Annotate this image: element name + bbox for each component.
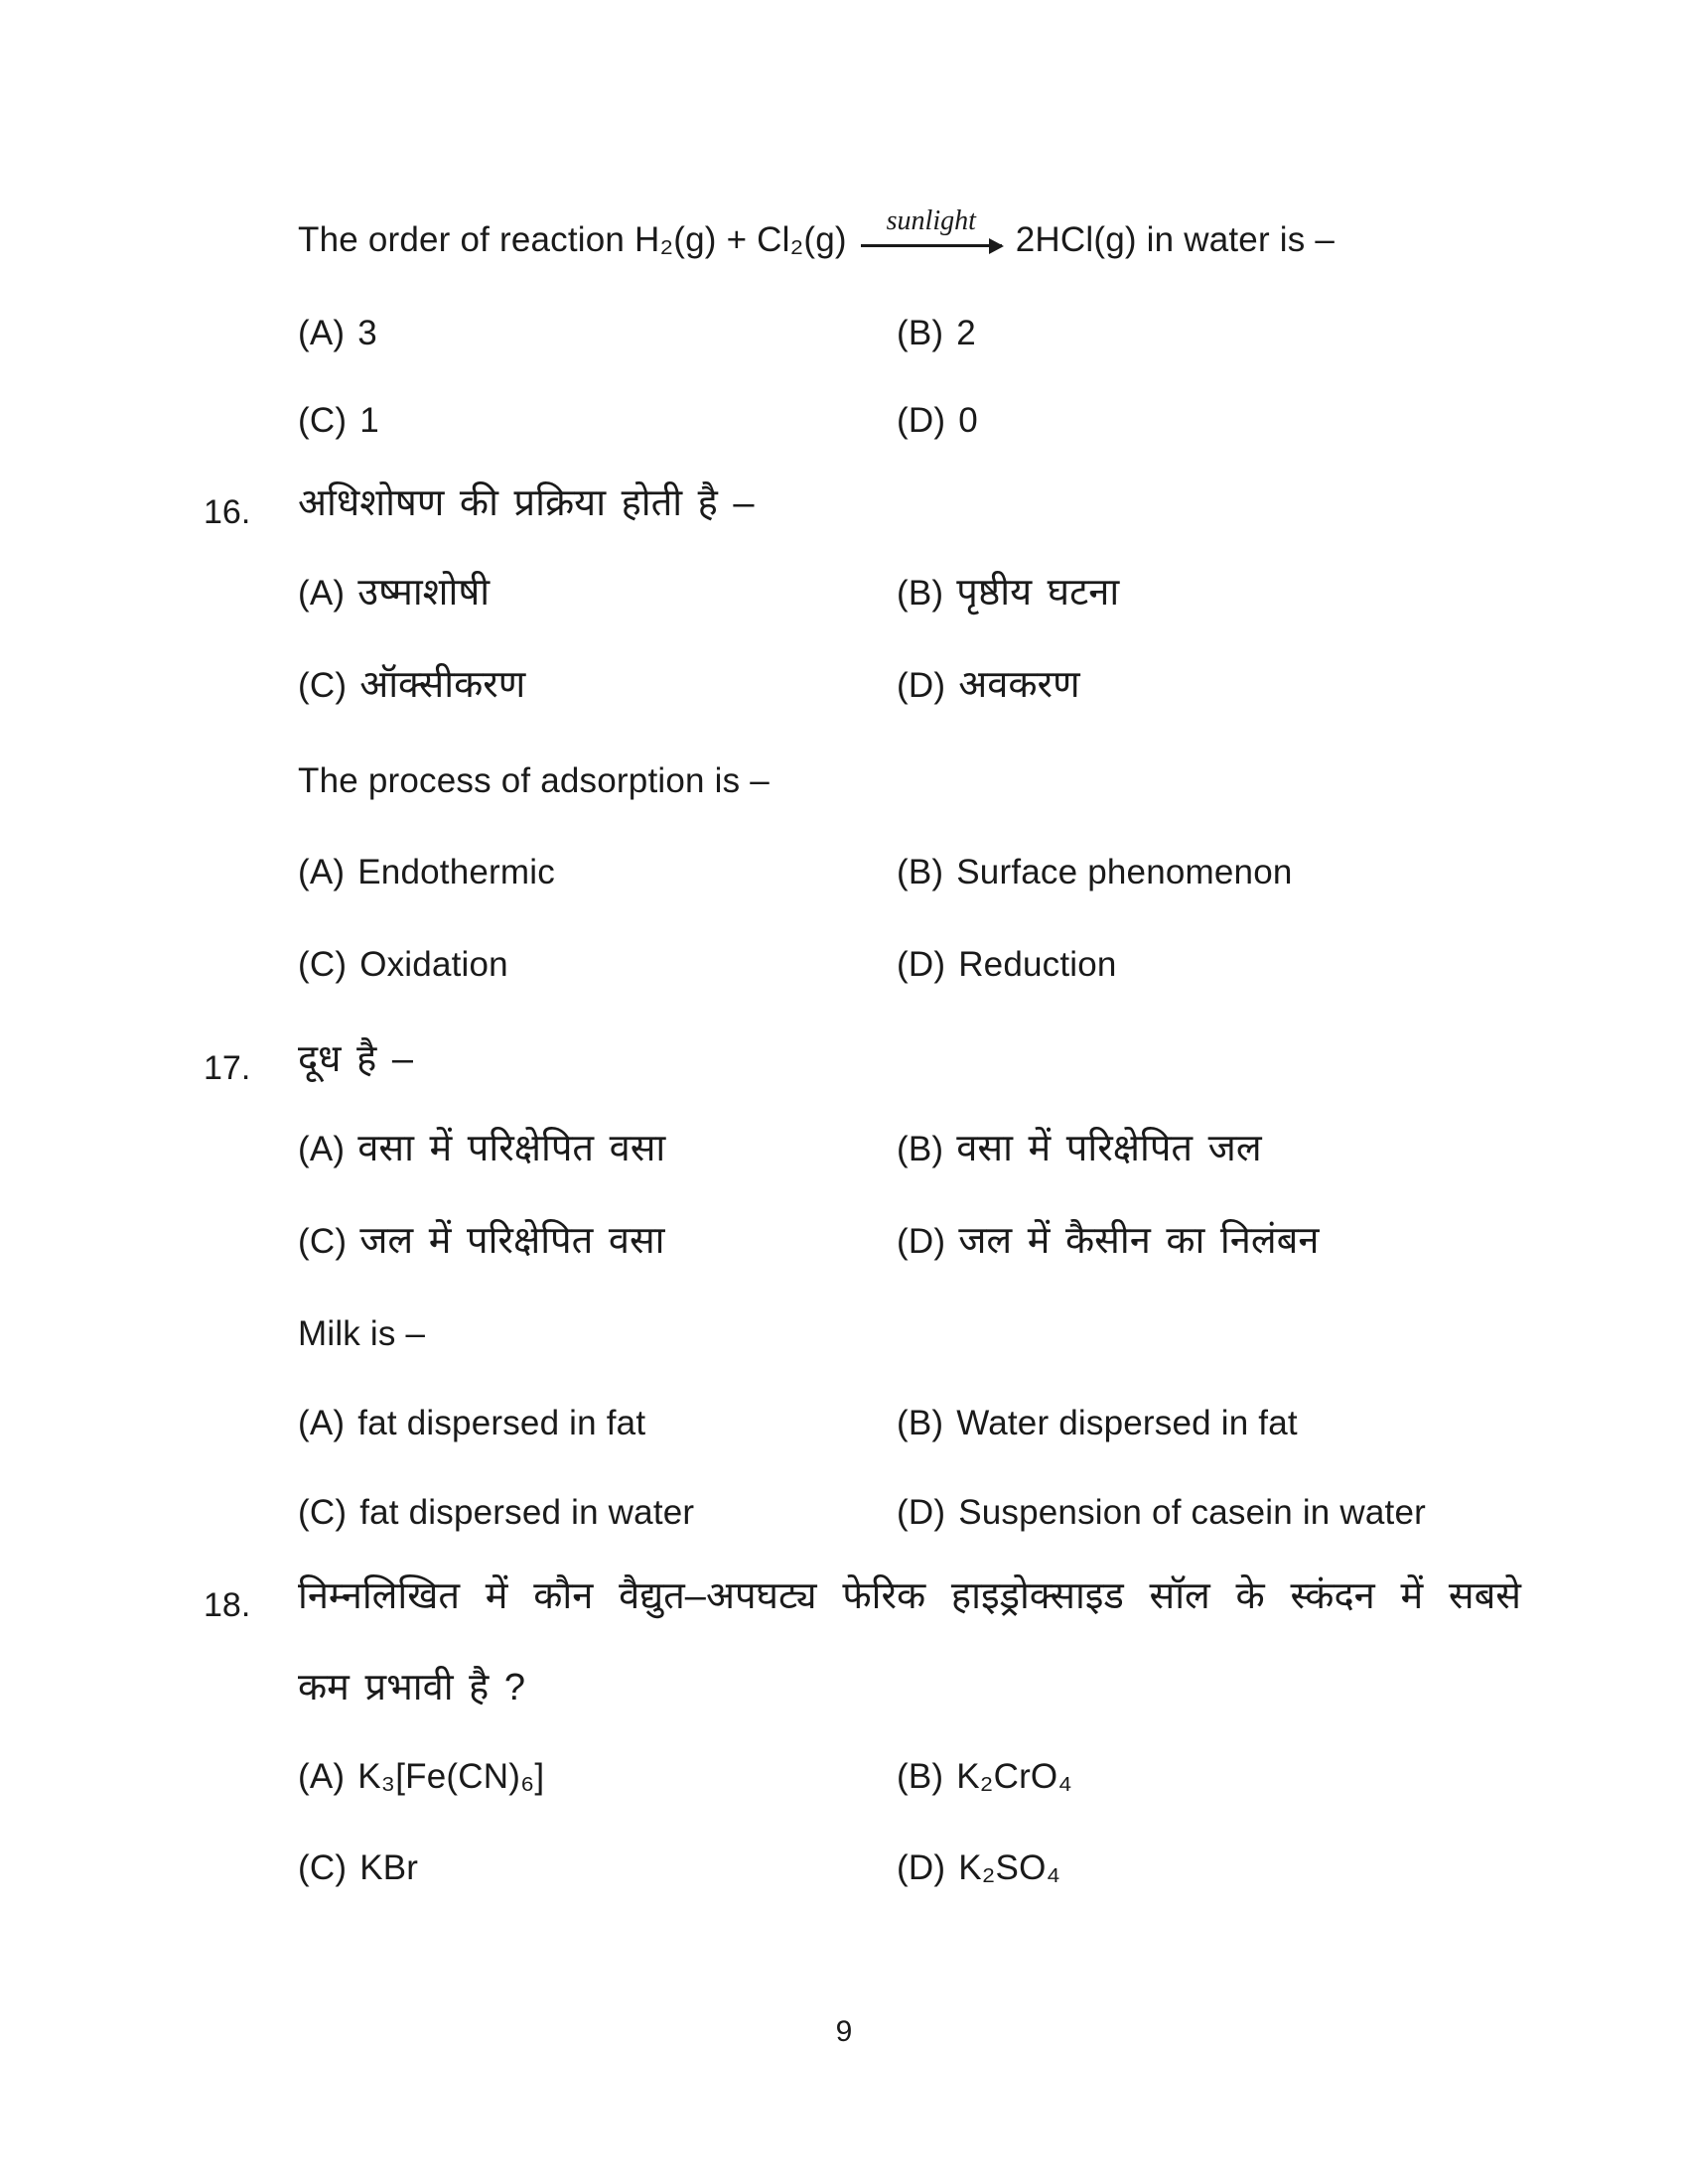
option-label: (C) (298, 401, 348, 440)
reaction-arrow (861, 206, 1002, 261)
option-q15-c (298, 400, 379, 442)
option-text: पृष्ठीय घटना (956, 572, 1120, 614)
option-q16-en-c (298, 944, 508, 986)
option-text: fat dispersed in water (359, 1493, 695, 1532)
option-q17-hi-d (897, 1217, 1319, 1266)
page-number: 9 (835, 2015, 853, 2048)
reaction-stem-line (298, 206, 1335, 261)
question-16-stem-hindi: अधिशोषण की प्रक्रिया होती है – (298, 482, 755, 524)
question-number-17: 17. (204, 1049, 251, 1087)
option-q17-en-a (298, 1403, 645, 1444)
option-label: (A) (298, 1130, 346, 1168)
option-text: 0 (958, 401, 978, 440)
option-text: जल में कैसीन का निलंबन (958, 1220, 1320, 1262)
reaction-arrow-label: sunlight (886, 205, 976, 236)
option-text: Suspension of casein in water (958, 1493, 1426, 1532)
option-text: 2 (956, 314, 976, 352)
question-18-stem-hindi-line2: कम प्रभावी है ? (298, 1667, 526, 1708)
option-label: (A) (298, 314, 346, 352)
right-arrow-icon (861, 244, 1002, 247)
option-text: Endothermic (357, 853, 555, 891)
option-label: (A) (298, 853, 346, 891)
option-label: (B) (897, 1404, 944, 1442)
option-q16-en-d (897, 944, 1117, 986)
reaction-pre-text: The order of reaction H₂(g) + Cl₂(g) (298, 220, 847, 259)
reaction-post-text: 2HCl(g) in water is – (1015, 220, 1335, 259)
option-q16-hi-c (298, 661, 525, 710)
option-label: (A) (298, 574, 346, 613)
option-q15-a (298, 313, 377, 354)
option-label: (C) (298, 1222, 348, 1261)
option-text: 1 (359, 401, 379, 440)
option-text: Surface phenomenon (956, 853, 1293, 891)
option-label: (A) (298, 1757, 346, 1796)
option-label: (C) (298, 666, 348, 705)
option-label: (D) (897, 945, 946, 984)
option-q17-hi-c (298, 1217, 665, 1266)
option-text: ऑक्सीकरण (359, 664, 526, 706)
option-q16-en-a (298, 852, 555, 893)
question-17-stem-english: Milk is – (298, 1314, 426, 1353)
option-q18-d (897, 1847, 1060, 1889)
option-text: उष्माशोषी (357, 572, 491, 614)
option-label: (C) (298, 1493, 348, 1532)
question-17-stem-hindi: दूध है – (298, 1038, 413, 1080)
question-number-16: 16. (204, 493, 251, 531)
option-label: (B) (897, 1130, 944, 1168)
option-q18-c (298, 1847, 418, 1889)
option-text: जल में परिक्षेपित वसा (359, 1220, 665, 1262)
option-label: (D) (897, 401, 946, 440)
option-text: अवकरण (958, 664, 1080, 706)
option-label: (D) (897, 1222, 946, 1261)
option-q15-d (897, 400, 978, 442)
option-text: fat dispersed in fat (357, 1404, 646, 1442)
option-label: (B) (897, 1757, 944, 1796)
option-text: वसा में परिक्षेपित वसा (357, 1128, 666, 1169)
option-text: Oxidation (359, 945, 508, 984)
option-text: Reduction (958, 945, 1117, 984)
option-label: (D) (897, 666, 946, 705)
question-16-stem-english: The process of adsorption is – (298, 761, 770, 800)
option-q16-hi-b (897, 569, 1119, 617)
option-text: KBr (359, 1848, 419, 1887)
question-18-stem-hindi-line1: निम्नलिखित में कौन वैद्युत–अपघट्य फेरिक हाइड्रोक्साइड सॉल के स्कंदन में सबसे (298, 1575, 1521, 1617)
option-q17-hi-a (298, 1125, 665, 1173)
option-text: Water dispersed in fat (956, 1404, 1298, 1442)
option-q17-en-d (897, 1492, 1426, 1534)
option-q16-hi-d (897, 661, 1080, 710)
option-text: K₂CrO₄ (956, 1757, 1072, 1796)
option-label: (D) (897, 1493, 946, 1532)
option-text: वसा में परिक्षेपित जल (956, 1128, 1262, 1169)
option-q16-en-b (897, 852, 1293, 893)
option-text: K₂SO₄ (958, 1848, 1060, 1887)
option-label: (B) (897, 574, 944, 613)
option-q17-en-c (298, 1492, 694, 1534)
option-label: (D) (897, 1848, 946, 1887)
option-text: 3 (357, 314, 377, 352)
option-label: (C) (298, 945, 348, 984)
option-label: (A) (298, 1404, 346, 1442)
option-q18-b (897, 1756, 1072, 1798)
option-label: (C) (298, 1848, 348, 1887)
option-q17-en-b (897, 1403, 1298, 1444)
option-q17-hi-b (897, 1125, 1262, 1173)
option-q18-a (298, 1756, 544, 1798)
option-q15-b (897, 313, 976, 354)
option-text: K₃[Fe(CN)₆] (357, 1757, 545, 1796)
option-q16-hi-a (298, 569, 490, 617)
question-number-18: 18. (204, 1586, 251, 1624)
option-label: (B) (897, 853, 944, 891)
option-label: (B) (897, 314, 944, 352)
